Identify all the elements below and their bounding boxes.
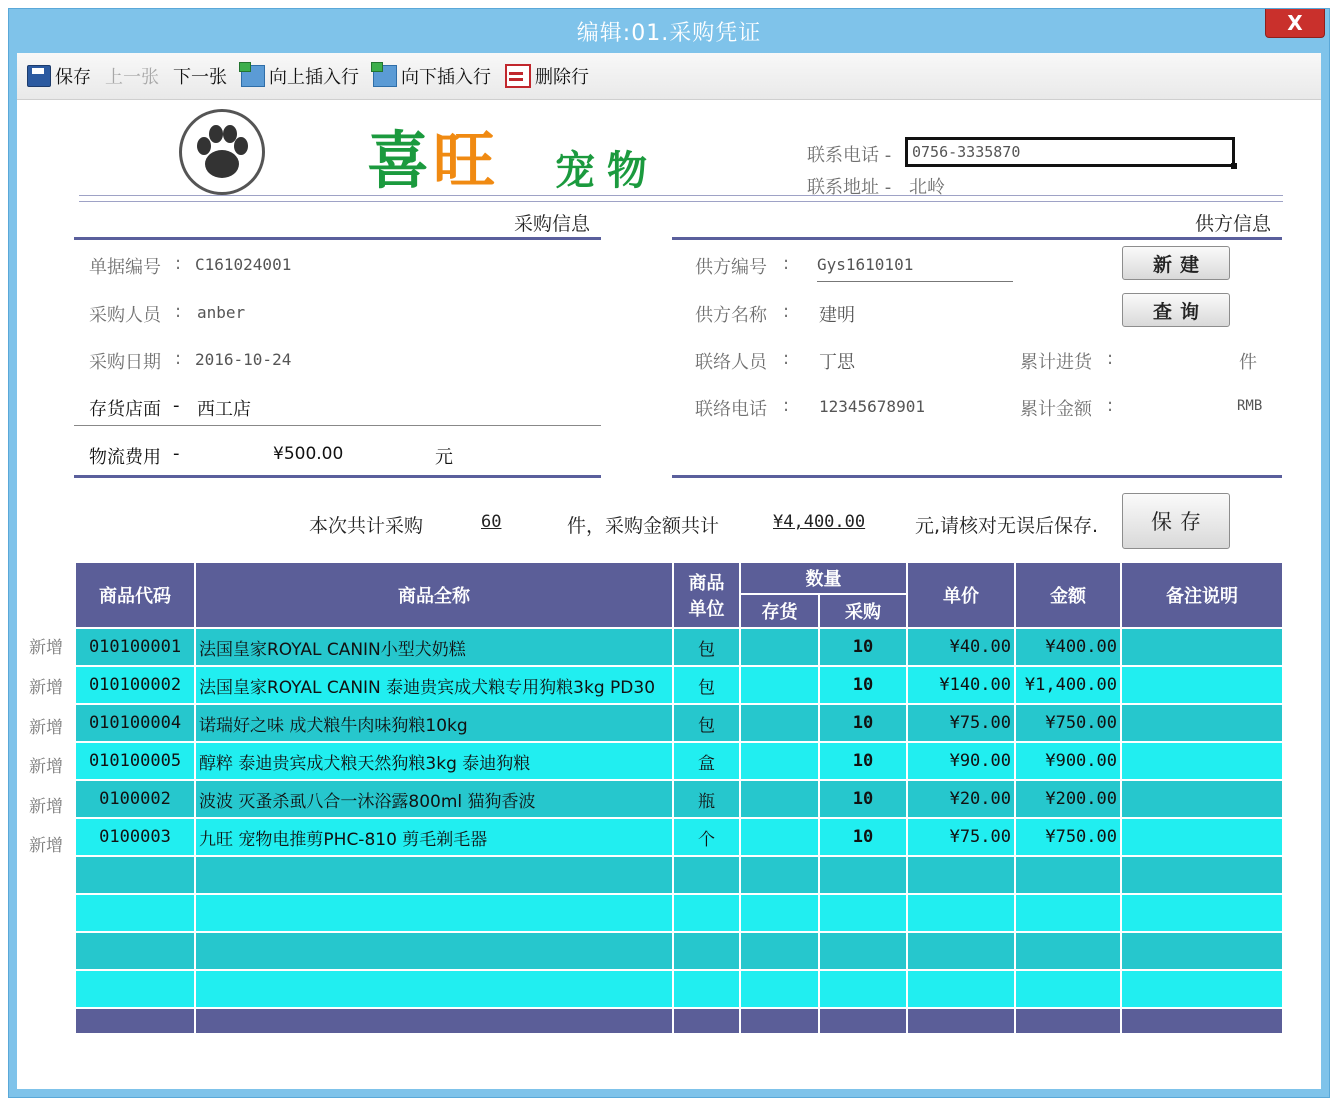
cell-stock[interactable] xyxy=(740,628,819,666)
tel-value[interactable]: 12345678901 xyxy=(819,397,925,416)
cell-stock[interactable] xyxy=(740,818,819,856)
cell-qty[interactable]: 10 xyxy=(819,780,907,818)
cell-qty[interactable]: 10 xyxy=(819,666,907,704)
store-value[interactable]: 西工店 xyxy=(197,399,251,420)
dash: - xyxy=(173,395,180,416)
cell-amount[interactable]: ¥200.00 xyxy=(1015,780,1121,818)
total-amount-label: 累计金额 xyxy=(1020,399,1092,420)
summary-text-3: 元,请核对无误后保存. xyxy=(915,515,1099,537)
table-row[interactable] xyxy=(75,780,1283,818)
header-divider-2 xyxy=(79,201,1283,202)
insert-above-label: 向上插入行 xyxy=(269,67,359,88)
cell-unit[interactable]: 瓶 xyxy=(673,780,740,818)
table-row[interactable] xyxy=(75,742,1283,780)
cell-qty[interactable]: 10 xyxy=(819,704,907,742)
logistics-value[interactable]: ¥500.00 xyxy=(273,444,344,464)
cell-note[interactable] xyxy=(1121,780,1283,818)
cell-amount[interactable]: ¥1,400.00 xyxy=(1015,666,1121,704)
cell-price[interactable]: ¥75.00 xyxy=(907,704,1015,742)
paw-logo-icon xyxy=(179,109,265,195)
cell-amount[interactable]: ¥750.00 xyxy=(1015,704,1121,742)
insert-above-button[interactable] xyxy=(241,59,359,93)
table-row[interactable] xyxy=(75,818,1283,856)
save-toolbar-button[interactable] xyxy=(27,59,91,93)
total-qty-unit: 件 xyxy=(1239,352,1257,373)
col-header-amount[interactable]: 金额 xyxy=(1015,562,1121,628)
insert-row-below-icon xyxy=(373,65,397,87)
col-header-qty: 数量 xyxy=(740,562,907,594)
form-area xyxy=(17,53,1321,1089)
supplier-code-label: 供方编号 xyxy=(695,257,767,278)
date-label: 采购日期 xyxy=(89,352,161,373)
toolbar xyxy=(17,53,1321,100)
store-label: 存货店面 xyxy=(89,399,161,420)
cell-code[interactable]: 010100005 xyxy=(75,742,195,780)
brand-subtitle: 宠物 xyxy=(555,148,659,194)
cell-code[interactable]: 010100002 xyxy=(75,666,195,704)
table-row[interactable] xyxy=(75,666,1283,704)
dash: - xyxy=(173,443,180,464)
close-button[interactable]: X xyxy=(1265,9,1325,38)
cell-note[interactable] xyxy=(1121,666,1283,704)
cell-name[interactable]: 诺瑞好之味 成犬粮牛肉味狗粮10kg xyxy=(195,704,673,742)
col-header-code[interactable]: 商品代码 xyxy=(75,562,195,628)
colon: : xyxy=(783,395,790,416)
contact-value[interactable]: 丁思 xyxy=(819,352,855,373)
cell-amount[interactable]: ¥400.00 xyxy=(1015,628,1121,666)
save-icon xyxy=(27,65,51,87)
brand-logo xyxy=(367,111,499,200)
cell-name[interactable]: 波波 灭蚤杀虱八合一沐浴露800ml 猫狗香波 xyxy=(195,780,673,818)
cell-unit[interactable]: 个 xyxy=(673,818,740,856)
cell-qty[interactable]: 10 xyxy=(819,628,907,666)
table-row[interactable] xyxy=(75,704,1283,742)
window-title: 编辑:01.采购凭证 xyxy=(576,20,762,46)
supplier-code-input[interactable]: Gys1610101 xyxy=(817,255,1013,282)
table-footer-row xyxy=(75,1008,1283,1034)
table-row[interactable] xyxy=(75,628,1283,666)
cell-unit[interactable]: 盒 xyxy=(673,742,740,780)
supplier-bottom-line xyxy=(672,475,1282,478)
cell-unit[interactable]: 包 xyxy=(673,666,740,704)
colon: : xyxy=(1107,395,1114,416)
total-amount-unit: RMB xyxy=(1237,398,1263,414)
doc-no-label: 单据编号 xyxy=(89,257,161,278)
colon: : xyxy=(783,301,790,322)
supplier-name-label: 供方名称 xyxy=(695,305,767,326)
brand-char-1: 喜 xyxy=(367,124,434,197)
colon: : xyxy=(1107,348,1114,369)
save-button[interactable]: 保存 xyxy=(1122,493,1230,549)
cell-note[interactable] xyxy=(1121,628,1283,666)
purchase-section-title: 采购信息 xyxy=(514,213,591,235)
cell-price[interactable]: ¥140.00 xyxy=(907,666,1015,704)
cell-unit[interactable]: 包 xyxy=(673,704,740,742)
summary-text-2: 件，采购金额共计 xyxy=(567,515,720,537)
table-row-empty[interactable] xyxy=(75,894,1283,932)
colon: : xyxy=(783,348,790,369)
prev-record-button[interactable]: 上一张 xyxy=(105,67,159,88)
cell-name[interactable]: 九旺 宠物电推剪PHC-810 剪毛剃毛器 xyxy=(195,818,673,856)
insert-below-button[interactable] xyxy=(373,59,491,93)
row-status-tag: 新增 xyxy=(29,757,63,777)
cell-price[interactable]: ¥75.00 xyxy=(907,818,1015,856)
cell-code[interactable]: 0100003 xyxy=(75,818,195,856)
colon: : xyxy=(175,348,182,369)
row-status-tag: 新增 xyxy=(29,797,63,817)
cell-stock[interactable] xyxy=(740,666,819,704)
row-status-tag: 新增 xyxy=(29,718,63,738)
brand-char-2: 旺 xyxy=(433,124,500,197)
col-header-unit[interactable] xyxy=(673,562,740,628)
colon: : xyxy=(783,253,790,274)
row-status-tag: 新增 xyxy=(29,638,63,658)
logistics-label: 物流费用 xyxy=(89,447,161,468)
colon: : xyxy=(175,253,182,274)
cell-stock[interactable] xyxy=(740,742,819,780)
table-row-empty[interactable] xyxy=(75,856,1283,894)
app-window xyxy=(8,8,1330,1098)
cell-price[interactable]: ¥90.00 xyxy=(907,742,1015,780)
col-header-stock[interactable]: 存货 xyxy=(740,594,819,628)
cell-note[interactable] xyxy=(1121,704,1283,742)
cell-name[interactable]: 法国皇家ROYAL CANIN小型犬奶糕 xyxy=(195,628,673,666)
cell-price[interactable]: ¥40.00 xyxy=(907,628,1015,666)
phone-label: 联系电话 - xyxy=(807,145,892,166)
purchase-section-line xyxy=(74,237,601,240)
colon: : xyxy=(175,301,182,322)
col-header-unit-line1: 商品 xyxy=(688,573,725,594)
buyer-value[interactable]: anber xyxy=(197,303,246,322)
save-label: 保存 xyxy=(55,67,91,88)
total-qty-label: 累计进货 xyxy=(1020,352,1092,373)
table-row-empty[interactable] xyxy=(75,970,1283,1008)
new-supplier-button[interactable]: 新建 xyxy=(1122,246,1230,280)
cell-qty[interactable]: 10 xyxy=(819,818,907,856)
doc-no-value[interactable]: C161024001 xyxy=(195,255,292,274)
insert-row-above-icon xyxy=(241,65,265,87)
cell-stock[interactable] xyxy=(740,704,819,742)
supplier-name-value[interactable]: 建明 xyxy=(819,305,855,326)
cell-code[interactable]: 010100004 xyxy=(75,704,195,742)
table-row-empty[interactable] xyxy=(75,932,1283,970)
delete-row-label: 删除行 xyxy=(535,67,589,88)
col-header-name[interactable]: 商品全称 xyxy=(195,562,673,628)
summary-text-1: 本次共计采购 xyxy=(309,515,424,537)
delete-row-button[interactable] xyxy=(505,59,589,93)
cell-note[interactable] xyxy=(1121,742,1283,780)
row-status-tag: 新增 xyxy=(29,678,63,698)
address-value[interactable]: 北岭 xyxy=(909,177,945,198)
address-label: 联系地址 - xyxy=(807,177,892,198)
tel-label: 联络电话 xyxy=(695,399,767,420)
cell-name[interactable]: 醇粹 泰迪贵宾成犬粮天然狗粮3kg 泰迪狗粮 xyxy=(195,742,673,780)
cell-price[interactable]: ¥20.00 xyxy=(907,780,1015,818)
col-header-purchase[interactable]: 采购 xyxy=(819,594,907,628)
cell-qty[interactable]: 10 xyxy=(819,742,907,780)
cell-stock[interactable] xyxy=(740,780,819,818)
cell-note[interactable] xyxy=(1121,818,1283,856)
header-divider xyxy=(79,195,1283,196)
cell-name[interactable]: 法国皇家ROYAL CANIN 泰迪贵宾成犬粮专用狗粮3kg PD30 xyxy=(195,666,673,704)
store-divider xyxy=(74,425,601,426)
buyer-label: 采购人员 xyxy=(89,305,161,326)
col-header-unit-line2: 单位 xyxy=(688,599,725,620)
query-supplier-button[interactable]: 查询 xyxy=(1122,293,1230,327)
summary-qty: 60 xyxy=(481,512,502,532)
cell-code[interactable]: 010100001 xyxy=(75,628,195,666)
logistics-unit: 元 xyxy=(435,447,453,468)
purchase-items-table xyxy=(74,561,1284,1035)
phone-input[interactable]: 0756-3335870 xyxy=(905,137,1235,167)
cell-amount[interactable]: ¥750.00 xyxy=(1015,818,1121,856)
cell-code[interactable]: 0100002 xyxy=(75,780,195,818)
supplier-section-line xyxy=(672,237,1282,240)
date-value[interactable]: 2016-10-24 xyxy=(195,350,292,369)
purchase-bottom-line xyxy=(74,475,601,478)
insert-below-label: 向下插入行 xyxy=(401,67,491,88)
row-status-tag: 新增 xyxy=(29,836,63,856)
delete-row-icon xyxy=(505,64,531,88)
contact-label: 联络人员 xyxy=(695,352,767,373)
col-header-price[interactable]: 单价 xyxy=(907,562,1015,628)
supplier-section-title: 供方信息 xyxy=(1195,213,1272,235)
summary-amount: ¥4,400.00 xyxy=(773,512,866,532)
cell-amount[interactable]: ¥900.00 xyxy=(1015,742,1121,780)
cell-unit[interactable]: 包 xyxy=(673,628,740,666)
col-header-note[interactable]: 备注说明 xyxy=(1121,562,1283,628)
next-record-button[interactable]: 下一张 xyxy=(173,67,227,88)
